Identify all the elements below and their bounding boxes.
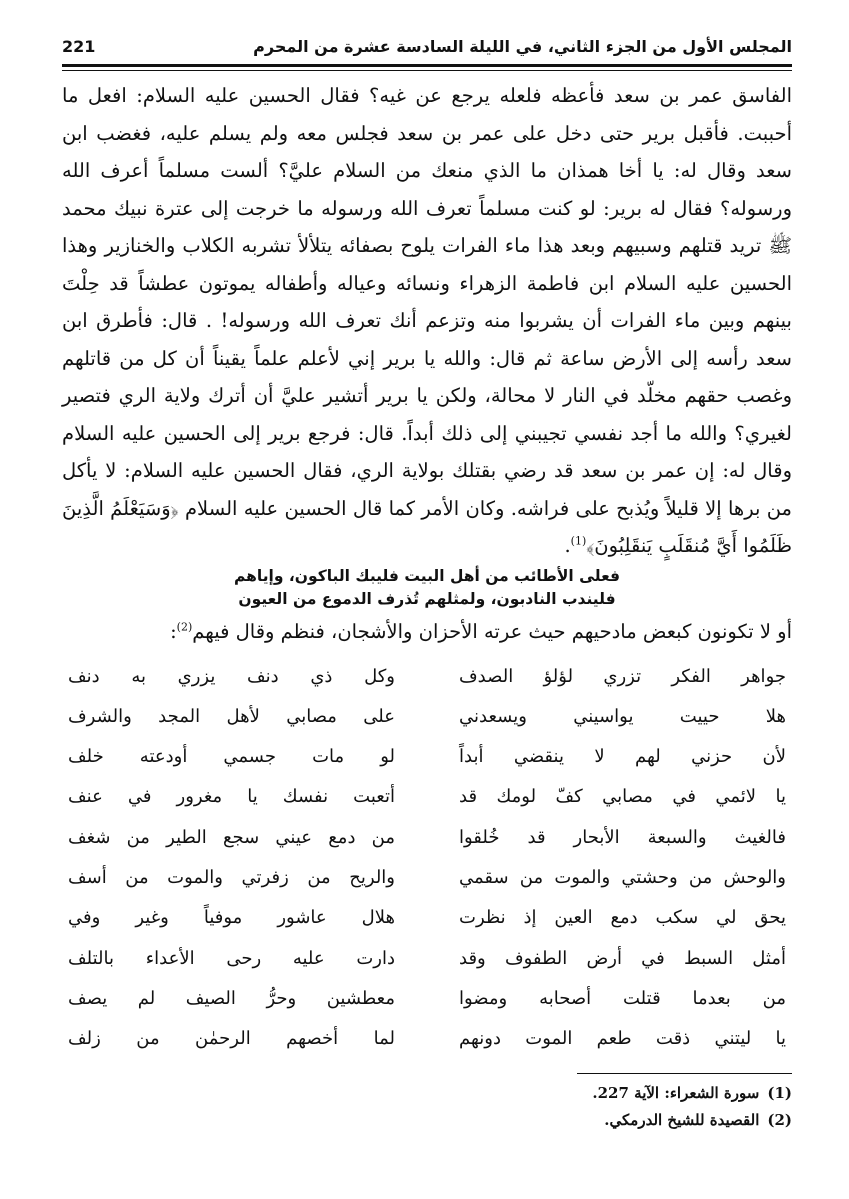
running-head — [62, 28, 792, 58]
poem-verse-9-left: معطشين وحرُّ الصيف لم يصف — [68, 987, 395, 1009]
poem-verse-10-left: لما أخصهم الرحمٰن من زلف — [68, 1028, 395, 1050]
poem-verse-2-right: هلا حييت يواسيني ويسعدني — [459, 705, 786, 727]
poem-verse-1-right: جواهر الفكر تزري لؤلؤ الصدف — [459, 665, 786, 687]
poem-verse-8-left: دارت عليه رحى الأعداء بالتلف — [68, 947, 395, 969]
footnote-2 — [62, 1107, 792, 1134]
paragraph-text: الفاسق عمر بن سعد فأعظه فلعله يرجع عن غيه؟ فقال الحسين عليه السلام: افعل ما أحببت. فأقبل برير حتى دخل على عمر بن سعد فجلس معه ولم يسلم عليه، فغضب ابن سعد وقال له: يا أخا همذان ما الذي منعك من السلام عليَّ؟ ألست مسلماً أعرف الله ورسوله؟ فقال له برير: لو كنت مسلماً تعرف الله ورسوله ما خرجت إلى عترة نبيك محمد ﷺ تريد قتلهم وسبيهم وبعد هذا ماء الفرات يلوح بصفائه يتلألأ تشربه الكلاب والخنازير وهذا الحسين عليه السلام ابن فاطمة الزهراء ونسائه وعياله وأطفاله يموتون عطشاً قد حِلْتَ بينهم وبين ماء الفرات أن يشربوا منه وتزعم أنك تعرف الله ورسوله! . قال: فأطرق ابن سعد رأسه إلى الأرض ساعة ثم قال: والله يا برير إني لأعلم علماً يقيناً أن كل من قاتلهم وغصب حقهم مخلّد في النار لا محالة، ولكن يا برير أتشير عليَّ أن أترك ولاية الري فتصير لغيري؟ والله ما أجد نفسي تجيبني إلى ذلك أبداً. قال: فرجع برير إلى الحسين عليه السلام وقال له: إن عمر بن سعد قد رضي بقتلك بولاية الري، فقال الحسين عليه السلام: لا يأكل من برها إلا قليلاً ويُذبح على فراشه. وكان الأمر كما قال الحسين عليه السلام — [62, 84, 792, 520]
footnotes — [62, 1080, 792, 1134]
poem — [62, 657, 792, 1060]
narrative-paragraph — [62, 77, 792, 565]
poem-verse-4-right: يا لائمي في مصابي كفّ لومك قد — [459, 786, 786, 808]
poem-verse-4-left: أتعبت نفسك يا مغرور في عنف — [68, 786, 395, 808]
footnote-1-number: (1) — [767, 1084, 792, 1103]
chapter-title: المجلس الأول من الجزء الثاني، في الليلة السادسة عشرة من المحرم — [253, 37, 792, 56]
poem-verse-7-left: هلال عاشور موفياً وغير وفي — [68, 907, 395, 929]
quran-quote: ﴿وَسَيَعْلَمُ الَّذِينَ ظَلَمُوا أَيَّ مُنقَلَبٍ يَنقَلِبُونَ﴾ — [62, 496, 792, 557]
lament-couplet — [62, 565, 792, 611]
footnote-1-text: سورة الشعراء: الآية 227. — [592, 1084, 760, 1103]
header-rule-thick — [62, 64, 792, 67]
footnote-ref-2: (2) — [176, 620, 193, 633]
footnote-ref-1: (1) — [570, 534, 587, 548]
poem-verse-3-right: لأن حزني لهم لا ينقضي أبداً — [459, 746, 786, 768]
page-number: 221 — [62, 37, 96, 56]
poem-intro — [62, 615, 792, 649]
poem-verse-9-right: من بعدما قتلت أصحابه ومضوا — [459, 987, 786, 1009]
lament-line-1: فعلى الأطائب من أهل البيت فليبك الباكون، وإياهم — [233, 566, 620, 585]
footnote-1 — [62, 1080, 792, 1107]
poem-verse-10-right: يا ليتني ذقت طعم الموت دونهم — [459, 1028, 786, 1050]
poem-verse-2-left: على مصابي لأهل المجد والشرف — [68, 705, 395, 727]
poem-verse-5-left: من دمع عيني سجع الطير من شغف — [68, 826, 395, 848]
footnote-2-text: القصيدة للشيخ الدرمكي. — [604, 1111, 760, 1130]
poem-verse-6-right: والوحش من وحشتي والموت من سقمي — [459, 866, 786, 888]
poem-verse-5-right: فالغيث والسبعة الأبحار قد خُلقوا — [459, 826, 786, 848]
poem-verse-3-left: لو مات جسمي أودعته خلف — [68, 746, 395, 768]
paragraph-end-mark: . — [564, 534, 571, 557]
poem-intro-end-mark: : — [170, 619, 177, 643]
book-page — [62, 28, 792, 1178]
poem-intro-text: أو لا تكونون كبعض مادحيهم حيث عرته الأحزان والأشجان، فنظم وقال فيهم — [192, 619, 792, 643]
poem-verse-8-right: أمثل السبط في أرض الطفوف وقد — [459, 947, 786, 969]
poem-verse-6-left: والريح من زفرتي والموت من أسف — [68, 866, 395, 888]
poem-verse-7-right: يحق لي سكب دمع العين إذ نظرت — [459, 907, 786, 929]
poem-verse-1-left: وكل ذي دنف يزري به دنف — [68, 665, 395, 687]
lament-line-2: فليندب النادبون، ولمثلهم تُذرف الدموع من العيون — [238, 589, 616, 608]
footnote-separator — [577, 1073, 792, 1074]
main-text — [62, 77, 792, 565]
footnote-2-number: (2) — [767, 1111, 792, 1130]
header-rule-thin — [62, 70, 792, 71]
